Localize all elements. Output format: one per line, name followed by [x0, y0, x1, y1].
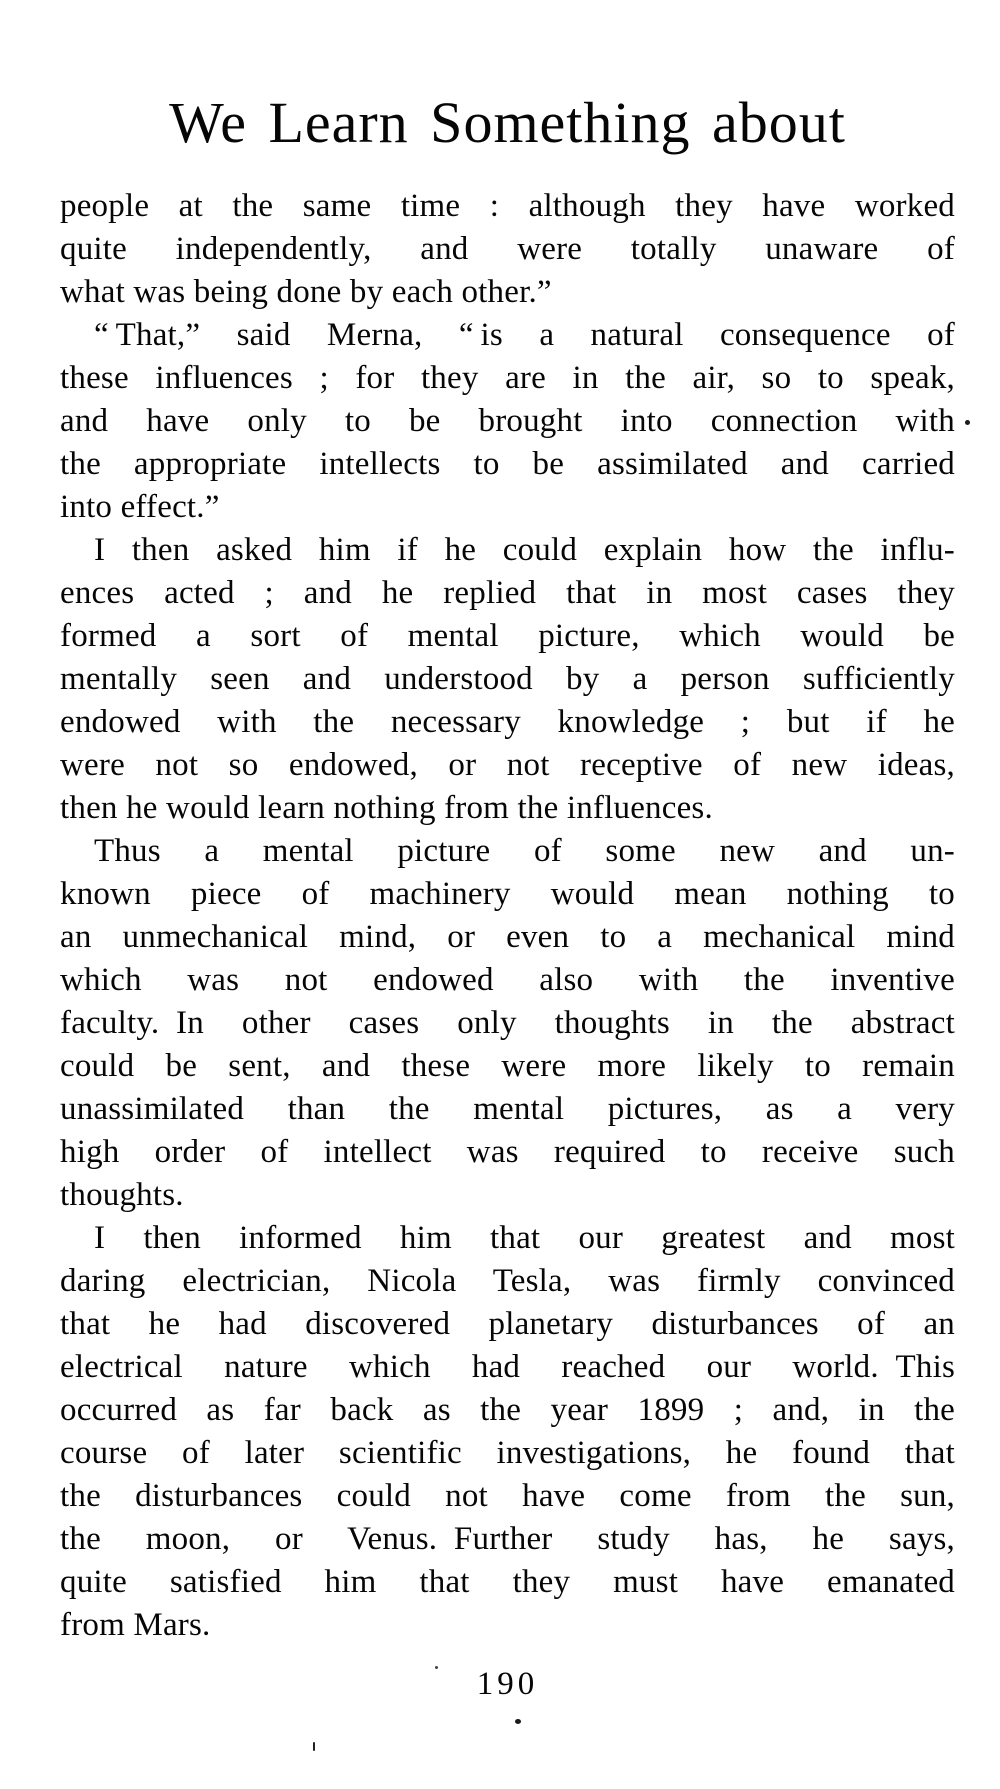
- text-line: quite independently, and were totally unaware of: [60, 231, 955, 267]
- text-line: ences acted ; and he replied that in most cases they: [60, 575, 955, 611]
- text-line: and have only to be brought into connection with: [60, 403, 955, 439]
- text-line: people at the same time : although they have worked: [60, 188, 955, 224]
- text-line: known piece of machinery would mean nothing to: [60, 876, 955, 912]
- text-line: occurred as far back as the year 1899 ; and, in the: [60, 1392, 955, 1428]
- text-line: I then asked him if he could explain how the influ-: [94, 532, 955, 568]
- text-line: that he had discovered planetary disturbances of an: [60, 1306, 955, 1342]
- ink-speck: [515, 1719, 521, 1724]
- text-line: “ That,” said Merna, “ is a natural consequence of: [94, 317, 955, 353]
- paragraph: [60, 185, 955, 314]
- text-line: an unmechanical mind, or even to a mechanical mind: [60, 919, 955, 955]
- ink-speck: [965, 420, 970, 425]
- text-line: high order of intellect was required to receive such: [60, 1134, 955, 1170]
- text-line: were not so endowed, or not receptive of new ideas,: [60, 747, 955, 783]
- text-line: unassimilated than the mental pictures, as a very: [60, 1091, 955, 1127]
- text-line: daring electrician, Nicola Tesla, was firmly convinced: [60, 1263, 955, 1299]
- text-line: from Mars.: [60, 1607, 211, 1643]
- text-line: mentally seen and understood by a person sufficiently: [60, 661, 955, 697]
- paragraph: [60, 314, 955, 529]
- text-line: the moon, or Venus. Further study has, he says,: [60, 1521, 955, 1557]
- text-line: quite satisfied him that they must have emanated: [60, 1564, 955, 1600]
- text-line: course of later scientific investigations, he found that: [60, 1435, 955, 1471]
- text-line: electrical nature which had reached our world. This: [60, 1349, 955, 1385]
- text-line: the disturbances could not have come from the sun,: [60, 1478, 955, 1514]
- text-line: which was not endowed also with the inventive: [60, 962, 955, 998]
- text-line: faculty. In other cases only thoughts in the abstract: [60, 1005, 955, 1041]
- text-line: formed a sort of mental picture, which would be: [60, 618, 955, 654]
- page-text: [60, 185, 955, 1647]
- paragraph: [60, 529, 955, 830]
- ink-speck: [313, 1742, 315, 1751]
- text-line: Thus a mental picture of some new and un-: [94, 833, 955, 869]
- text-line: the appropriate intellects to be assimilated and carried: [60, 446, 955, 482]
- paragraph: [60, 1217, 955, 1647]
- text-line: thoughts.: [60, 1177, 184, 1213]
- text-line: what was being done by each other.”: [60, 274, 552, 310]
- text-line: endowed with the necessary knowledge ; but if he: [60, 704, 955, 740]
- page-number: 190: [476, 1666, 539, 1702]
- text-line: then he would learn nothing from the influences.: [60, 790, 713, 826]
- ink-speck: [435, 1666, 438, 1669]
- paragraph: [60, 830, 955, 1217]
- text-line: I then informed him that our greatest and most: [94, 1220, 955, 1256]
- text-line: could be sent, and these were more likely to remain: [60, 1048, 955, 1084]
- text-line: into effect.”: [60, 489, 220, 525]
- running-header-title: We Learn Something about: [169, 90, 846, 155]
- text-line: these influences ; for they are in the air, so to speak,: [60, 360, 955, 396]
